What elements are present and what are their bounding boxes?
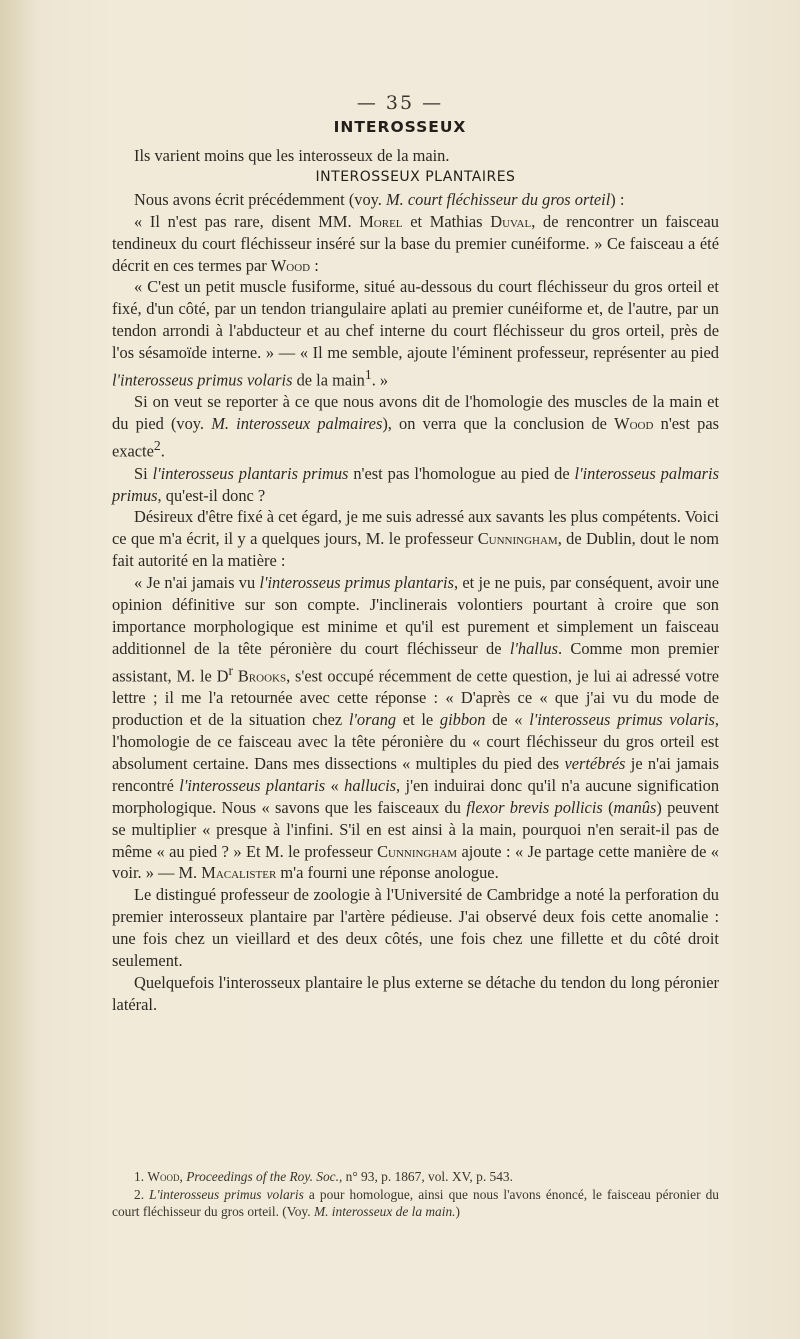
reference: M. court fléchisseur du gros orteil xyxy=(386,189,611,209)
section-heading: INTEROSSEUX PLANTAIRES xyxy=(315,168,516,185)
author-name: Wood xyxy=(270,255,311,275)
paragraph-quotation: « Je n'ai jamais vu l'interosseus primus plantaris, et je ne puis, par conséquent, avoir une opinion définitive sur son compte. J'inclinerais volontiers pourtant à croire que son importance morphologique est minime et qu'il est purement et simplement un faisceau additionnel de la tête péronière du court fléchisseur de l'hallus. Comme mon premier assistant, M. le $D^r$ Brooks, s'est occupé récemment de cette question, je lui ai adressé votre lettre ; il me l'a retournée avec cette réponse : « D'après ce « que j'ai vu du mode de production et de la situation chez l'orang et le gibbon de « l'interosseus primus volaris, l'homologie de ce faisceau avec la tête péronière du « court fléchisseur du gros orteil est absolument certaine. Dans mes dissections « multiples du pied des vertébrés je n'ai jamais rencontré l'interosseus plantaris « hallucis, j'en induirai donc qu'il n'a aucune signification morphologique. Nous « savons que les faisceaux du flexor brevis pollicis (manûs) peuvent se multiplier « presque à l'infini. S'il en est ainsi à la main, pourquoi n'en serait-il pas de même « au pied ? » Et M. le professeur Cunningham ajoute : « Je partage cette manière de « voir. » — M. Macalister m'a fourni une réponse anologue. xyxy=(112,573,720,883)
footnote-marker: 1 xyxy=(364,367,372,383)
paragraph: Nous avons écrit précédemment (voy. M. court fléchisseur du gros orteil) : xyxy=(134,189,625,209)
footnote: 2. L'interosseus primus volaris a pour homologue, ainsi que nous l'avons énoncé, le faisceau péronier du court fléchisseur du gros orteil. (Voy. M. interosseux de la main.) xyxy=(112,1186,720,1219)
author-name: Brooks xyxy=(237,666,287,686)
paragraph: Désireux d'être fixé à cet égard, je me suis adressé aux savants les plus compétents. Voici ce que m'a écrit, il y a quelques jours, M. le professeur Cunningham, de Dublin, dout le nom fait autorité en la matière : xyxy=(112,507,719,571)
body-text xyxy=(112,145,719,1016)
paragraph: Quelquefois l'interosseux plantaire le plus externe se détache du tendon du long péronier latéral. xyxy=(112,972,719,1014)
author-name: Macalister xyxy=(201,863,277,883)
running-title: INTEROSSEUX xyxy=(333,118,467,136)
footnote: 1. Wood, Proceedings of the Roy. Soc., n° 93, p. 1867, vol. XV, p. 543. xyxy=(134,1169,513,1184)
footnote-marker: 2 xyxy=(153,438,161,454)
author-name: Cunningham xyxy=(377,841,458,861)
author-name: Duval xyxy=(490,211,532,231)
paragraph: Si on veut se reporter à ce que nous avons dit de l'homologie des muscles de la main et du pied (voy. M. interosseux palmaires), on verra que la conclusion de Wood n'est pas exacte$^2$. xyxy=(112,392,720,461)
author-name: Cunningham xyxy=(477,529,558,549)
author-name: Morel xyxy=(359,211,403,231)
author-name: Wood xyxy=(614,414,654,434)
paragraph-intro: Ils varient moins que les interosseux de la main. xyxy=(134,146,450,165)
page-number: — 35 — xyxy=(356,92,444,114)
paragraph: « Il n'est pas rare, disent MM. Morel et Mathias Duval, de rencontrer un faisceau tendineux du court fléchisseur inséré sur la base du premier cunéiforme. » Ce faisceau a été décrit en ces termes par Wood : xyxy=(112,211,719,275)
paragraph: « C'est un petit muscle fusiforme, situé au-dessous du court fléchisseur du gros orteil et fixé, d'un côté, par un tendon triangulaire aplati au premier cunéiforme et, de l'autre, par un tendon arrondi à l'abducteur et au chef interne du court fléchisseur du gros orteil, près de l'os sésamoïde interne. » — « Il me semble, ajoute l'éminent professeur, représenter au pied l'interosseus primus volaris de la main$^1$. » xyxy=(112,277,719,390)
paragraph: Si l'interosseus plantaris primus n'est pas l'homologue au pied de l'interosseus palmaris primus, qu'est-il donc ? xyxy=(112,463,719,505)
footnotes xyxy=(112,1168,719,1221)
paragraph: Le distingué professeur de zoologie à l'Université de Cambridge a noté la perforation du premier interosseux plantaire par l'artère pédieuse. J'ai observé deux fois cette anomalie : une fois chez un vieillard et des deux côtés, une fois chez une fillette et du côté droit seulement. xyxy=(112,885,719,971)
